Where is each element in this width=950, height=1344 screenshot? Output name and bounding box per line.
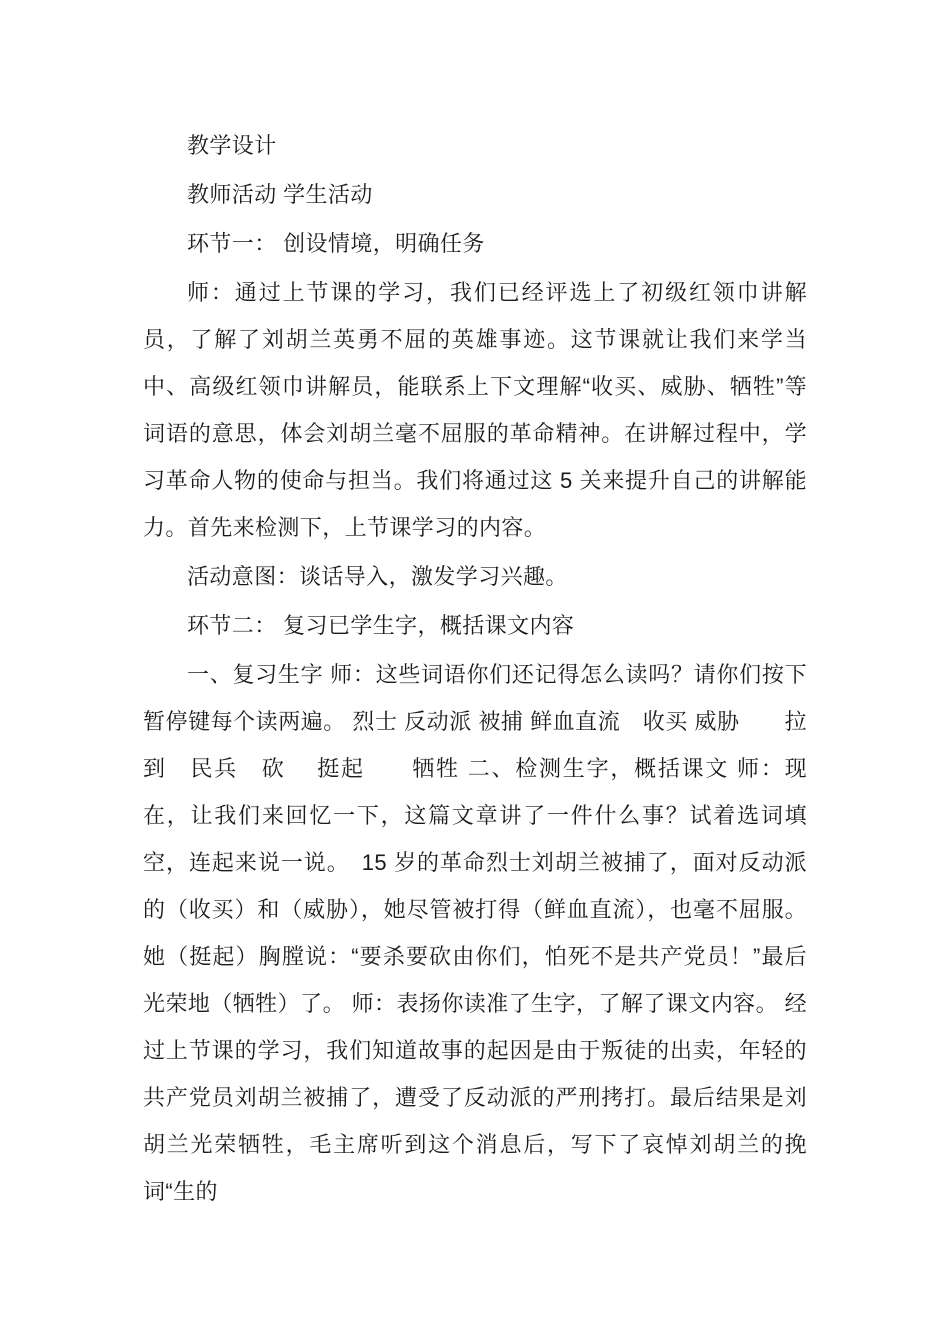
paragraph-teacher-intro: 师：通过上节课的学习，我们已经评选上了初级红领巾讲解员，了解了刘胡兰英勇不屈的英雄事迹。这节课就让我们来学当中、高级红领巾讲解员，能联系上下文理解“收买、威胁、牺牲”等词语的意思，体会刘胡兰毫不屈服的革命精神。在讲解过程中，学习革命人物的使命与担当。我们将通过这 5 关来提升自己的讲解能力。首先来检测下，上节课学习的内容。 (143, 280, 807, 540)
paragraph-activity-intent: 活动意图：谈话导入，激发学习兴趣。 (187, 564, 568, 589)
section-2-heading: 环节二： 复习已学生字，概括课文内容 (187, 613, 575, 638)
section-1-heading: 环节一： 创设情境，明确任务 (187, 231, 485, 256)
doc-title: 教学设计 (187, 133, 277, 158)
paragraph-review-and-summary: 一、复习生字 师：这些词语你们还记得怎么读吗？请你们按下暂停键每个读两遍。 烈士 反动派 被捕 鲜血直流 收买 威胁 拉到 民兵 砍 挺起 牺牲 二、检测生字，概括课文 师：现在，让我们来回忆一下，这篇文章讲了一件什么事？试着选词填空，连起来说一说。 15 岁的革命烈士刘胡兰被捕了，面对反动派的（收买）和（威胁），她尽管被打得（鲜血直流），也毫不屈服。她（挺起）胸膛说：“要杀要砍由你们，怕死不是共产党员！”最后光荣地（牺牲）了。 师：表扬你读准了生字，了解了课文内容。 经过上节课的学习，我们知道故事的起因是由于叛徒的出卖，年轻的共产党员刘胡兰被捕了，遭受了反动派的严刑拷打。最后结果是刘胡兰光荣牺牲，毛主席听到这个消息后，写下了哀悼刘胡兰的挽词“生的 (143, 662, 807, 1204)
paragraph-roles-header: 教师活动 学生活动 (187, 182, 373, 207)
